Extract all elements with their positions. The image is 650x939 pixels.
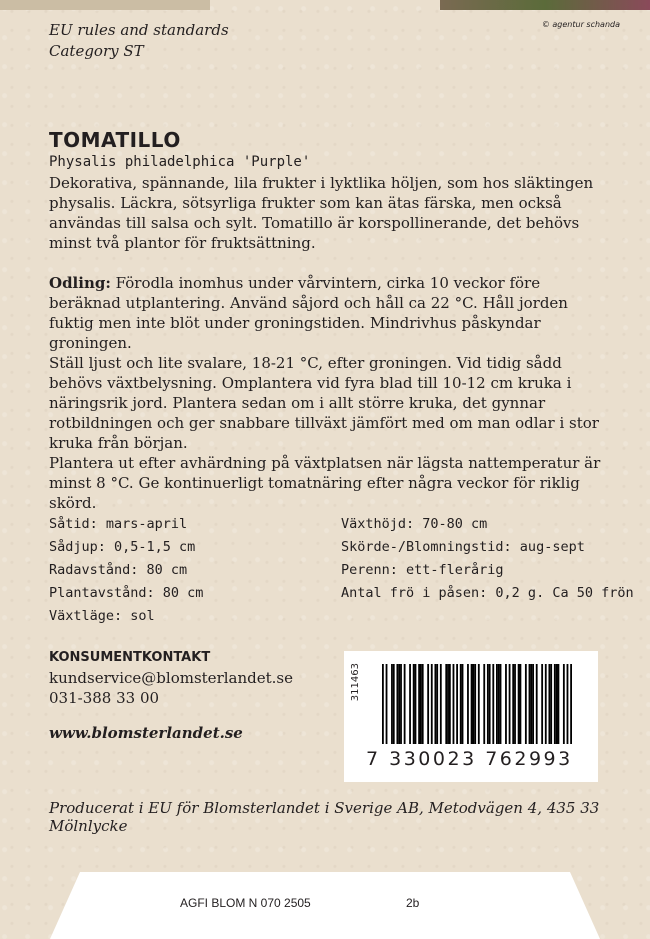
facts-right-column (341, 513, 634, 605)
fact-sowing-time: Såtid: mars-april (49, 516, 188, 532)
fact-harvest-time: Skörde-/Blomningstid: aug-sept (341, 539, 585, 555)
footer-band (0, 872, 650, 939)
fact-seed-count: Antal frö i påsen: 0,2 g. Ca 50 frön (341, 585, 634, 601)
cultivation-para-2: Ställ ljust och lite svalare, 18-21 °C, efter groningen. Vid tidig sådd behövs växtbelysning. Omplantera vid fyra blad till 10-12 cm kruka i näringsrik jord. Plantera sedan om i allt större kruka, det gynnar rotbildningen och ger snabbare tillväxt jämfört med om man odlar i stor kruka från början. (49, 354, 599, 452)
contact-phone: 031-388 33 00 (49, 689, 160, 707)
contact-title: KONSUMENTKONTAKT (49, 650, 211, 665)
website-link[interactable]: www.blomsterlandet.se (49, 724, 243, 742)
ean-number: 7 330023 762993 (366, 748, 573, 770)
top-image-strip-right (440, 0, 650, 10)
cultivation-para-3: Plantera ut efter avhärdning på växtplatsen när lägsta nattemperatur är minst 8 °C. Ge kontinuerligt tomatnäring efter några veckor för riklig skörd. (49, 454, 601, 512)
barcode-icon (382, 664, 572, 744)
latin-name: Physalis philadelphica 'Purple' (49, 154, 311, 170)
standards-header (49, 20, 229, 62)
eu-rules-text: EU rules and standards (49, 21, 229, 39)
fact-row-spacing: Radavstånd: 80 cm (49, 562, 188, 578)
cultivation-para-1: Förodla inomhus under vårvintern, cirka 10 veckor före beräknad utplantering. Använd såjord och håll ca 22 °C. Håll jorden fuktig men inte blöt under groningstiden. Mindrivhus påskyndar groningen. (49, 274, 568, 352)
product-title: TOMATILLO (49, 128, 181, 152)
agency-credit: © agentur schanda (541, 20, 620, 29)
contact-email[interactable]: kundservice@blomsterlandet.se (49, 669, 293, 687)
article-number: 311463 (350, 663, 361, 702)
cultivation-instructions (49, 273, 614, 513)
fact-location: Växtläge: sol (49, 608, 155, 624)
print-code: AGFI BLOM N 070 2505 (180, 896, 311, 910)
facts-left-column (49, 513, 203, 628)
product-description: Dekorativa, spännande, lila frukter i lyktlika höljen, som hos släktingen physalis. Läckra, sötsyrliga frukter som kan ätas färska, men också användas till salsa och sylt. Tomatillo är korspollinerande, det behövs minst två plantor för fruktsättning. (49, 174, 594, 252)
cultivation-label: Odling: (49, 274, 111, 292)
page-number: 2b (406, 896, 420, 910)
producer-info: Producerat i EU för Blomsterlandet i Sverige AB, Metodvägen 4, 435 33 Mölnlycke (49, 799, 600, 835)
fact-plant-spacing: Plantavstånd: 80 cm (49, 585, 204, 601)
fact-perennial: Perenn: ett-flerårig (341, 562, 504, 578)
fact-sowing-depth: Sådjup: 0,5-1,5 cm (49, 539, 196, 555)
fact-plant-height: Växthöjd: 70-80 cm (341, 516, 488, 532)
category-text: Category ST (49, 42, 144, 60)
top-image-strip-left (0, 0, 210, 10)
